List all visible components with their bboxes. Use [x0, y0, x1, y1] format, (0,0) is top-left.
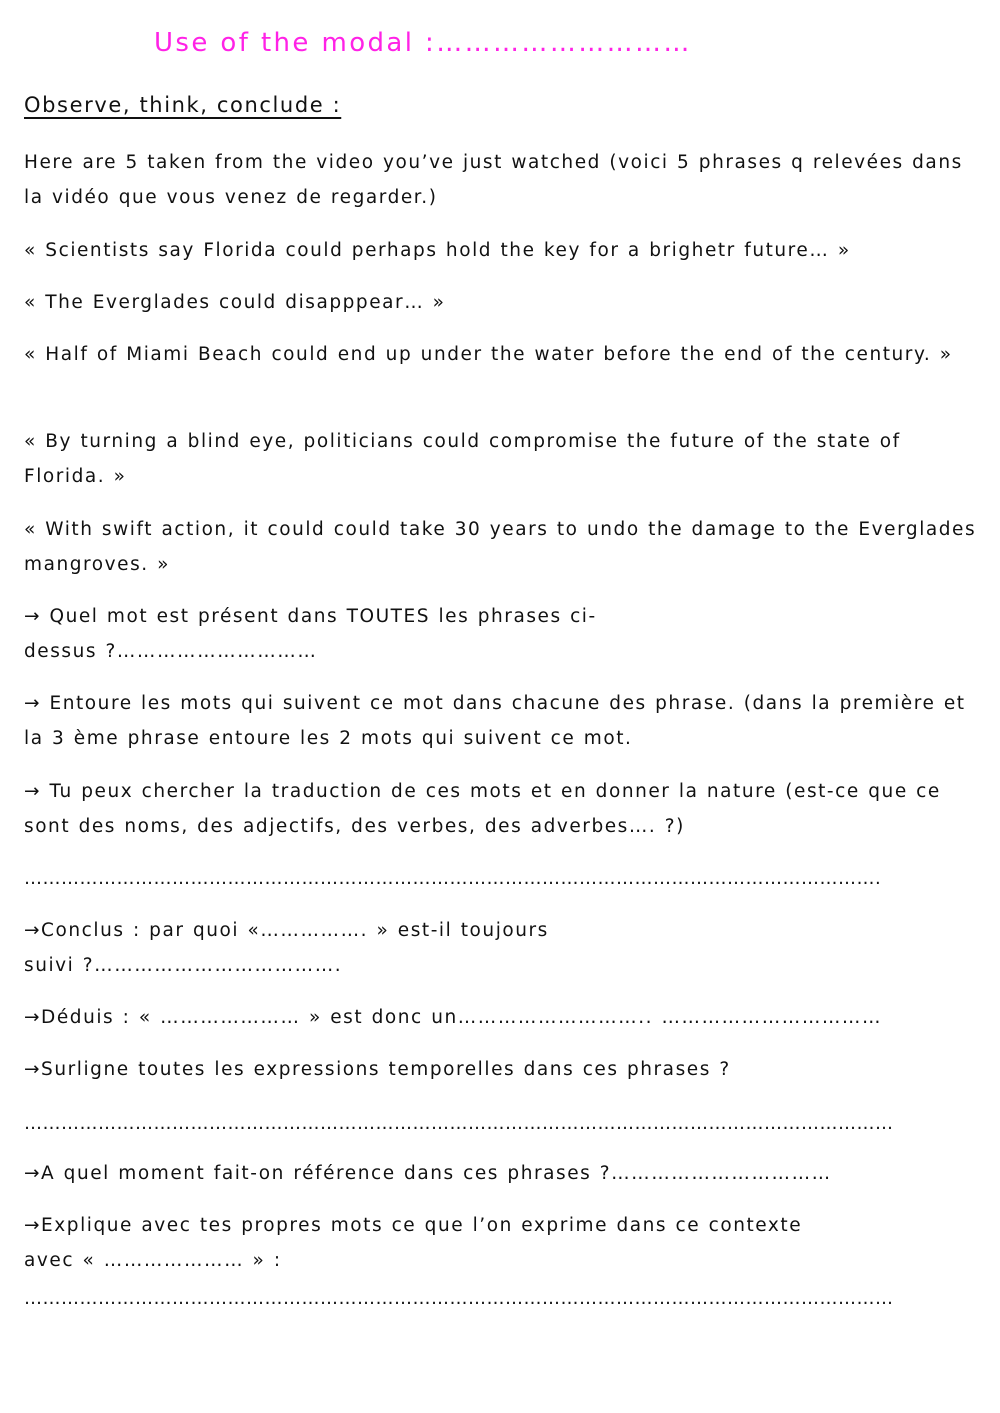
question-8-line-2: avec « ………………… » :: [24, 1250, 282, 1271]
quote-3: « Half of Miami Beach could end up under the water before the end of the century. »: [24, 344, 953, 365]
question-4-line-2: suivi ?……………………………….: [24, 955, 343, 976]
answer-line-3: ……………………………………………………………………………………………………………………………: [24, 1288, 894, 1309]
question-1-line-1: → Quel mot est présent dans TOUTES les phrases ci-: [24, 606, 597, 627]
quote-2: « The Everglades could disapppear… »: [24, 292, 446, 313]
quote-1: « Scientists say Florida could perhaps hold the key for a brighetr future… »: [24, 240, 851, 261]
question-2: → Entoure les mots qui suivent ce mot dans chacune des phrase. (dans la première et la 3 ème phrase entoure les 2 mots qui suivent ce mot.: [24, 693, 966, 749]
question-8-line-1: →Explique avec tes propres mots ce que l’on exprime dans ce contexte: [24, 1215, 803, 1236]
worksheet-title: Use of the modal :………………………: [154, 28, 692, 58]
question-5: →Déduis : « ………………… » est donc un……………………….. ……………………………: [24, 1007, 883, 1028]
answer-line-2: ……………………………………………………………………………………………………………………………: [24, 1113, 894, 1134]
question-6: →Surligne toutes les expressions temporelles dans ces phrases ?: [24, 1059, 731, 1080]
section-heading: Observe, think, conclude :: [24, 93, 342, 117]
question-4-line-1: →Conclus : par quoi «……………. » est-il toujours: [24, 920, 549, 941]
question-3: → Tu peux chercher la traduction de ces mots et en donner la nature (est-ce que ce sont des noms, des adjectifs, des verbes, des adverbes…. ?): [24, 781, 941, 837]
quote-5: « With swift action, it could could take 30 years to undo the damage to the Everglades mangroves. »: [24, 519, 977, 575]
question-7: →A quel moment fait-on référence dans ces phrases ?……………………………: [24, 1163, 832, 1184]
question-1-line-2: dessus ?…………………………: [24, 641, 318, 662]
quote-4: « By turning a blind eye, politicians could compromise the future of the state of Florida. »: [24, 431, 901, 487]
intro-paragraph: Here are 5 taken from the video you’ve just watched (voici 5 phrases q relevées dans la vidéo que vous venez de regarder.): [24, 152, 963, 208]
answer-line-1: ………………………………………………………………………………………………………………………….: [24, 868, 882, 889]
